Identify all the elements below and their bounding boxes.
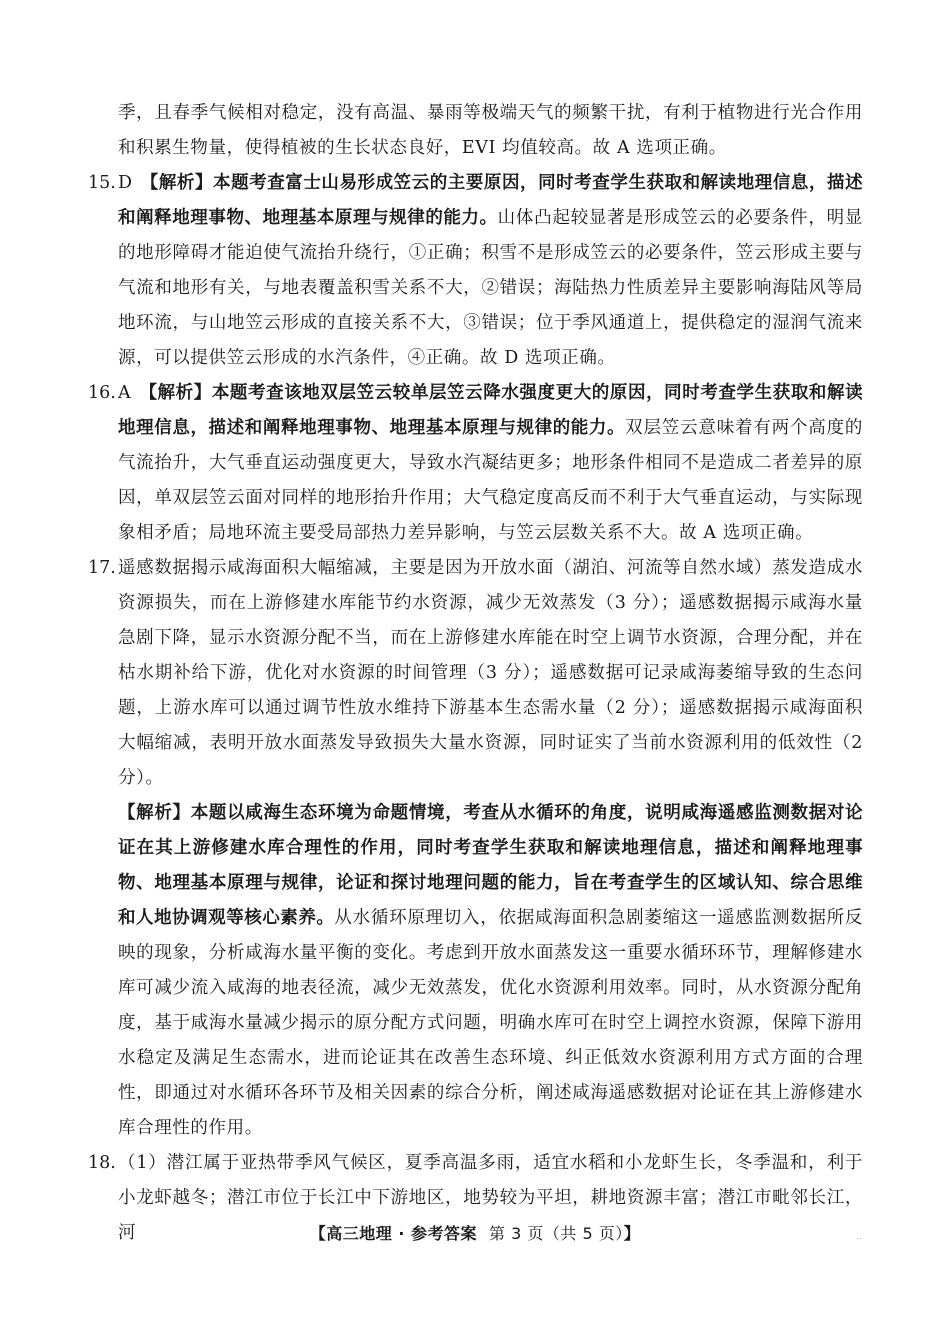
question-15-answer (118, 166, 863, 376)
page-footer (0, 1222, 950, 1246)
answer-letter: A (118, 383, 132, 403)
question-number: 15. (88, 173, 116, 193)
footer-open-bracket: 【 (309, 1224, 327, 1243)
question-number: 18. (88, 1153, 116, 1173)
question-17-analysis (118, 796, 863, 1146)
continuation-paragraph: 季，且春季气候相对稳定，没有高温、暴雨等极端天气的频繁干扰，有利于植物进行光合作用和积累生物量，使得植被的生长状态良好，EVI 均值较高。故 A 选项正确。 (118, 103, 863, 158)
answer-letter: D (118, 173, 133, 193)
analysis-label: 【解析】 (139, 383, 212, 403)
question-16 (88, 376, 863, 551)
analysis-summary: 本题考查该地双层笠云较单层笠云降水强度更大的原因，同时考查学生获取和解读地理信息，描述和阐释地理事物、地理基本原理与规律的能力。 (118, 383, 863, 438)
question-18-answer: （1）潜江属于亚热带季风气候区，夏季高温多雨，适宜水稻和小龙虾生长，冬季温和，利于小龙虾越冬；潜江市位于长江中下游地区，地势较为平坦，耕地资源丰富；潜江市毗邻长江，河 (118, 1153, 863, 1243)
analysis-body: 双层笠云意味着有两个高度的气流抬升，大气垂直运动强度更大，导致水汽凝结更多；地形条件相同不是造成二者差异的原因，单双层笠云面对同样的地形抬升作用；大气稳定度高反而不利于大气垂直运动，与实际现象相矛盾；局地环流主要受局部热力差异影响，与笠云层数关系不大。故 A 选项正确。 (118, 418, 863, 543)
analysis-body: 山体凸起较显著是形成笠云的必要条件，明显的地形障碍才能迫使气流抬升绕行，①正确；积雪不是形成笠云的必要条件，笠云形成主要与气流和地形有关，与地表覆盖积雪关系不大，②错误；海陆热力性质差异主要影响海陆风等局地环流，与山地笠云形成的直接关系不大，③错误；位于季风通道上，提供稳定的湿润气流来源，可以提供笠云形成的水汽条件，④正确。故 D 选项正确。 (118, 208, 863, 368)
footer-page-number: 第 3 页（共 5 页） (489, 1224, 624, 1243)
corner-mark: .. (856, 1232, 862, 1242)
footer-title: 高三地理 · 参考答案 (326, 1224, 477, 1243)
question-17 (88, 551, 863, 1146)
page-content (88, 96, 863, 1251)
footer-close-bracket: 】 (623, 1224, 641, 1243)
question-15 (88, 166, 863, 376)
question-17-answer: 遥感数据揭示咸海面积大幅缩减，主要是因为开放水面（湖泊、河流等自然水域）蒸发造成水资源损失，而在上游修建水库能节约水资源，减少无效蒸发（3 分）；遥感数据揭示咸海水量急剧下降，显示水资源分配不当，而在上游修建水库能在时空上调节水资源，合理分配，并在枯水期补给下游，优化对水资源的时间管理（3 分）；遥感数据可记录咸海萎缩导致的生态问题，上游水库可以通过调节性放水维持下游基本生态需水量（2 分）；遥感数据揭示咸海面积大幅缩减，表明开放水面蒸发导致损失大量水资源，同时证实了当前水资源利用的低效性（2 分）。 (118, 558, 863, 788)
question-number: 16. (88, 383, 116, 403)
question-number: 17. (88, 558, 116, 578)
analysis-body: 从水循环原理切入，依据咸海面积急剧萎缩这一遥感监测数据所反映的现象，分析咸海水量平衡的变化。考虑到开放水面蒸发这一重要水循环环节，理解修建水库可减少流入咸海的地表径流，减少无效蒸发，优化水资源利用效率。同时，从水资源分配角度，基于咸海水量减少揭示的原分配方式问题，明确水库可在时空上调控水资源，保障下游用水稳定及满足生态需水，进而论证其在改善生态环境、纠正低效水资源利用方式方面的合理性，即通过对水循环各环节及相关因素的综合分析，阐述咸海遥感数据对论证在其上游修建水库合理性的作用。 (118, 908, 863, 1138)
analysis-label: 【解析】 (118, 803, 191, 823)
analysis-label: 【解析】 (140, 173, 214, 193)
question-16-answer (118, 376, 863, 551)
analysis-summary: 本题以咸海生态环境为命题情境，考查从水循环的角度，说明咸海遥感监测数据对论证在其上游修建水库合理性的作用，同时考查学生获取和解读地理信息，描述和阐释地理事物、地理基本原理与规律，论证和探讨地理问题的能力，旨在考查学生的区域认知、综合思维和人地协调观等核心素养。 (118, 803, 863, 928)
analysis-summary: 本题考查富士山易形成笠云的主要原因，同时考查学生获取和解读地理信息，描述和阐释地理事物、地理基本原理与规律的能力。 (118, 173, 863, 228)
